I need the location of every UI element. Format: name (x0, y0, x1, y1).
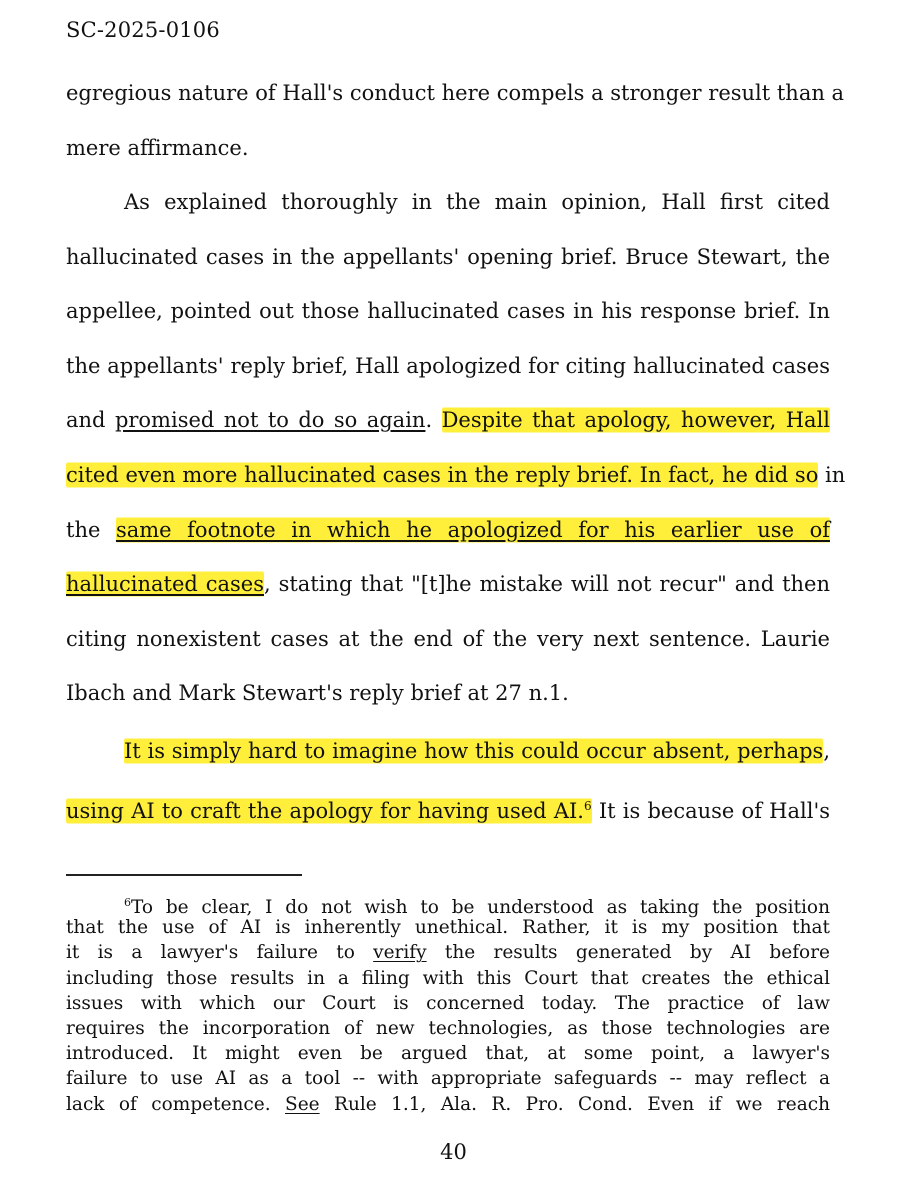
footnote-divider (66, 874, 302, 876)
footnote-reference[interactable]: 6 (583, 798, 592, 813)
underlined-signal: See (285, 1093, 320, 1115)
text-line: Ibach and Mark Stewart's reply brief at 27 n.1. (66, 681, 569, 706)
text-run: , (823, 739, 830, 763)
page-number: 40 (440, 1140, 467, 1164)
footnote-6 (66, 890, 830, 1117)
text-run: using AI to craft the apology for having used AI. (66, 798, 584, 823)
paragraph-3 (66, 724, 830, 833)
footnote-marker: 6 (124, 896, 131, 909)
paragraph-2 (66, 175, 846, 721)
text-line: citing nonexistent cases at the end of the very next sentence. Laurie (66, 626, 830, 651)
footnote-line: that the use of AI is inherently unethical. Rather, it is my position that (66, 917, 830, 939)
highlighted-underlined-phrase: hallucinated cases (66, 572, 264, 597)
case-number: SC-2025-0106 (66, 18, 220, 42)
text-line (66, 557, 830, 612)
highlighted-phrase: It is simply hard to imagine how this could occur absent, perhaps (124, 739, 824, 763)
text-run: the results generated by AI before (426, 942, 830, 964)
highlighted-underlined-phrase: same footnote in which he apologized for his earlier use of (115, 517, 830, 542)
text-line: egregious nature of Hall's conduct here compels a stronger result than a (66, 81, 845, 105)
footnote-line: failure to use AI as a tool -- with appropriate safeguards -- may reflect a (66, 1068, 830, 1090)
text-line (66, 393, 830, 448)
text-line: appellee, pointed out those hallucinated cases in his response brief. In (66, 299, 830, 324)
footnote-line (66, 1092, 830, 1117)
footnote-line: including those results in a filing with this Court that creates the ethical (66, 967, 830, 989)
text-line: As explained thoroughly in the main opinion, Hall first cited (124, 190, 830, 214)
paragraph-1 (66, 66, 845, 175)
text-run: it is a lawyer's failure to (66, 942, 374, 964)
text-line (66, 724, 830, 779)
footnote-line (66, 890, 830, 918)
footnote-line (66, 940, 830, 965)
text-line: hallucinated cases in the appellants' opening brief. Bruce Stewart, the (66, 244, 830, 269)
text-line (66, 779, 830, 834)
underlined-phrase: promised not to do so again (114, 408, 426, 433)
highlighted-phrase (66, 797, 592, 825)
footnote-line: introduced. It might even be argued that, at some point, a lawyer's (66, 1043, 830, 1065)
text-line: mere affirmance. (66, 135, 249, 160)
text-run: , stating that "[t]he mistake will not recur" and then (264, 572, 831, 597)
text-run: and (66, 408, 115, 433)
highlighted-phrase: Despite that apology, however, Hall (441, 408, 831, 433)
underlined-word: verify (373, 942, 427, 964)
text-run: in (818, 462, 846, 487)
text-line: the appellants' reply brief, Hall apologized for citing hallucinated cases (66, 353, 830, 378)
highlighted-phrase: cited even more hallucinated cases in the reply brief. In fact, he did so (66, 462, 819, 487)
footnote-line: requires the incorporation of new technologies, as those technologies are (66, 1017, 830, 1039)
text-run: It is because of Hall's (591, 798, 830, 823)
text-run: To be clear, I do not wish to be understood as taking the position (131, 897, 830, 918)
text-run: Rule 1.1, Ala. R. Pro. Cond. Even if we reach (319, 1093, 830, 1115)
footnote-line: issues with which our Court is concerned today. The practice of law (66, 992, 830, 1014)
text-run: lack of competence. (66, 1093, 286, 1115)
text-line (66, 448, 846, 503)
text-run: the (66, 517, 116, 542)
text-line (66, 503, 830, 558)
text-run: . (425, 408, 442, 433)
